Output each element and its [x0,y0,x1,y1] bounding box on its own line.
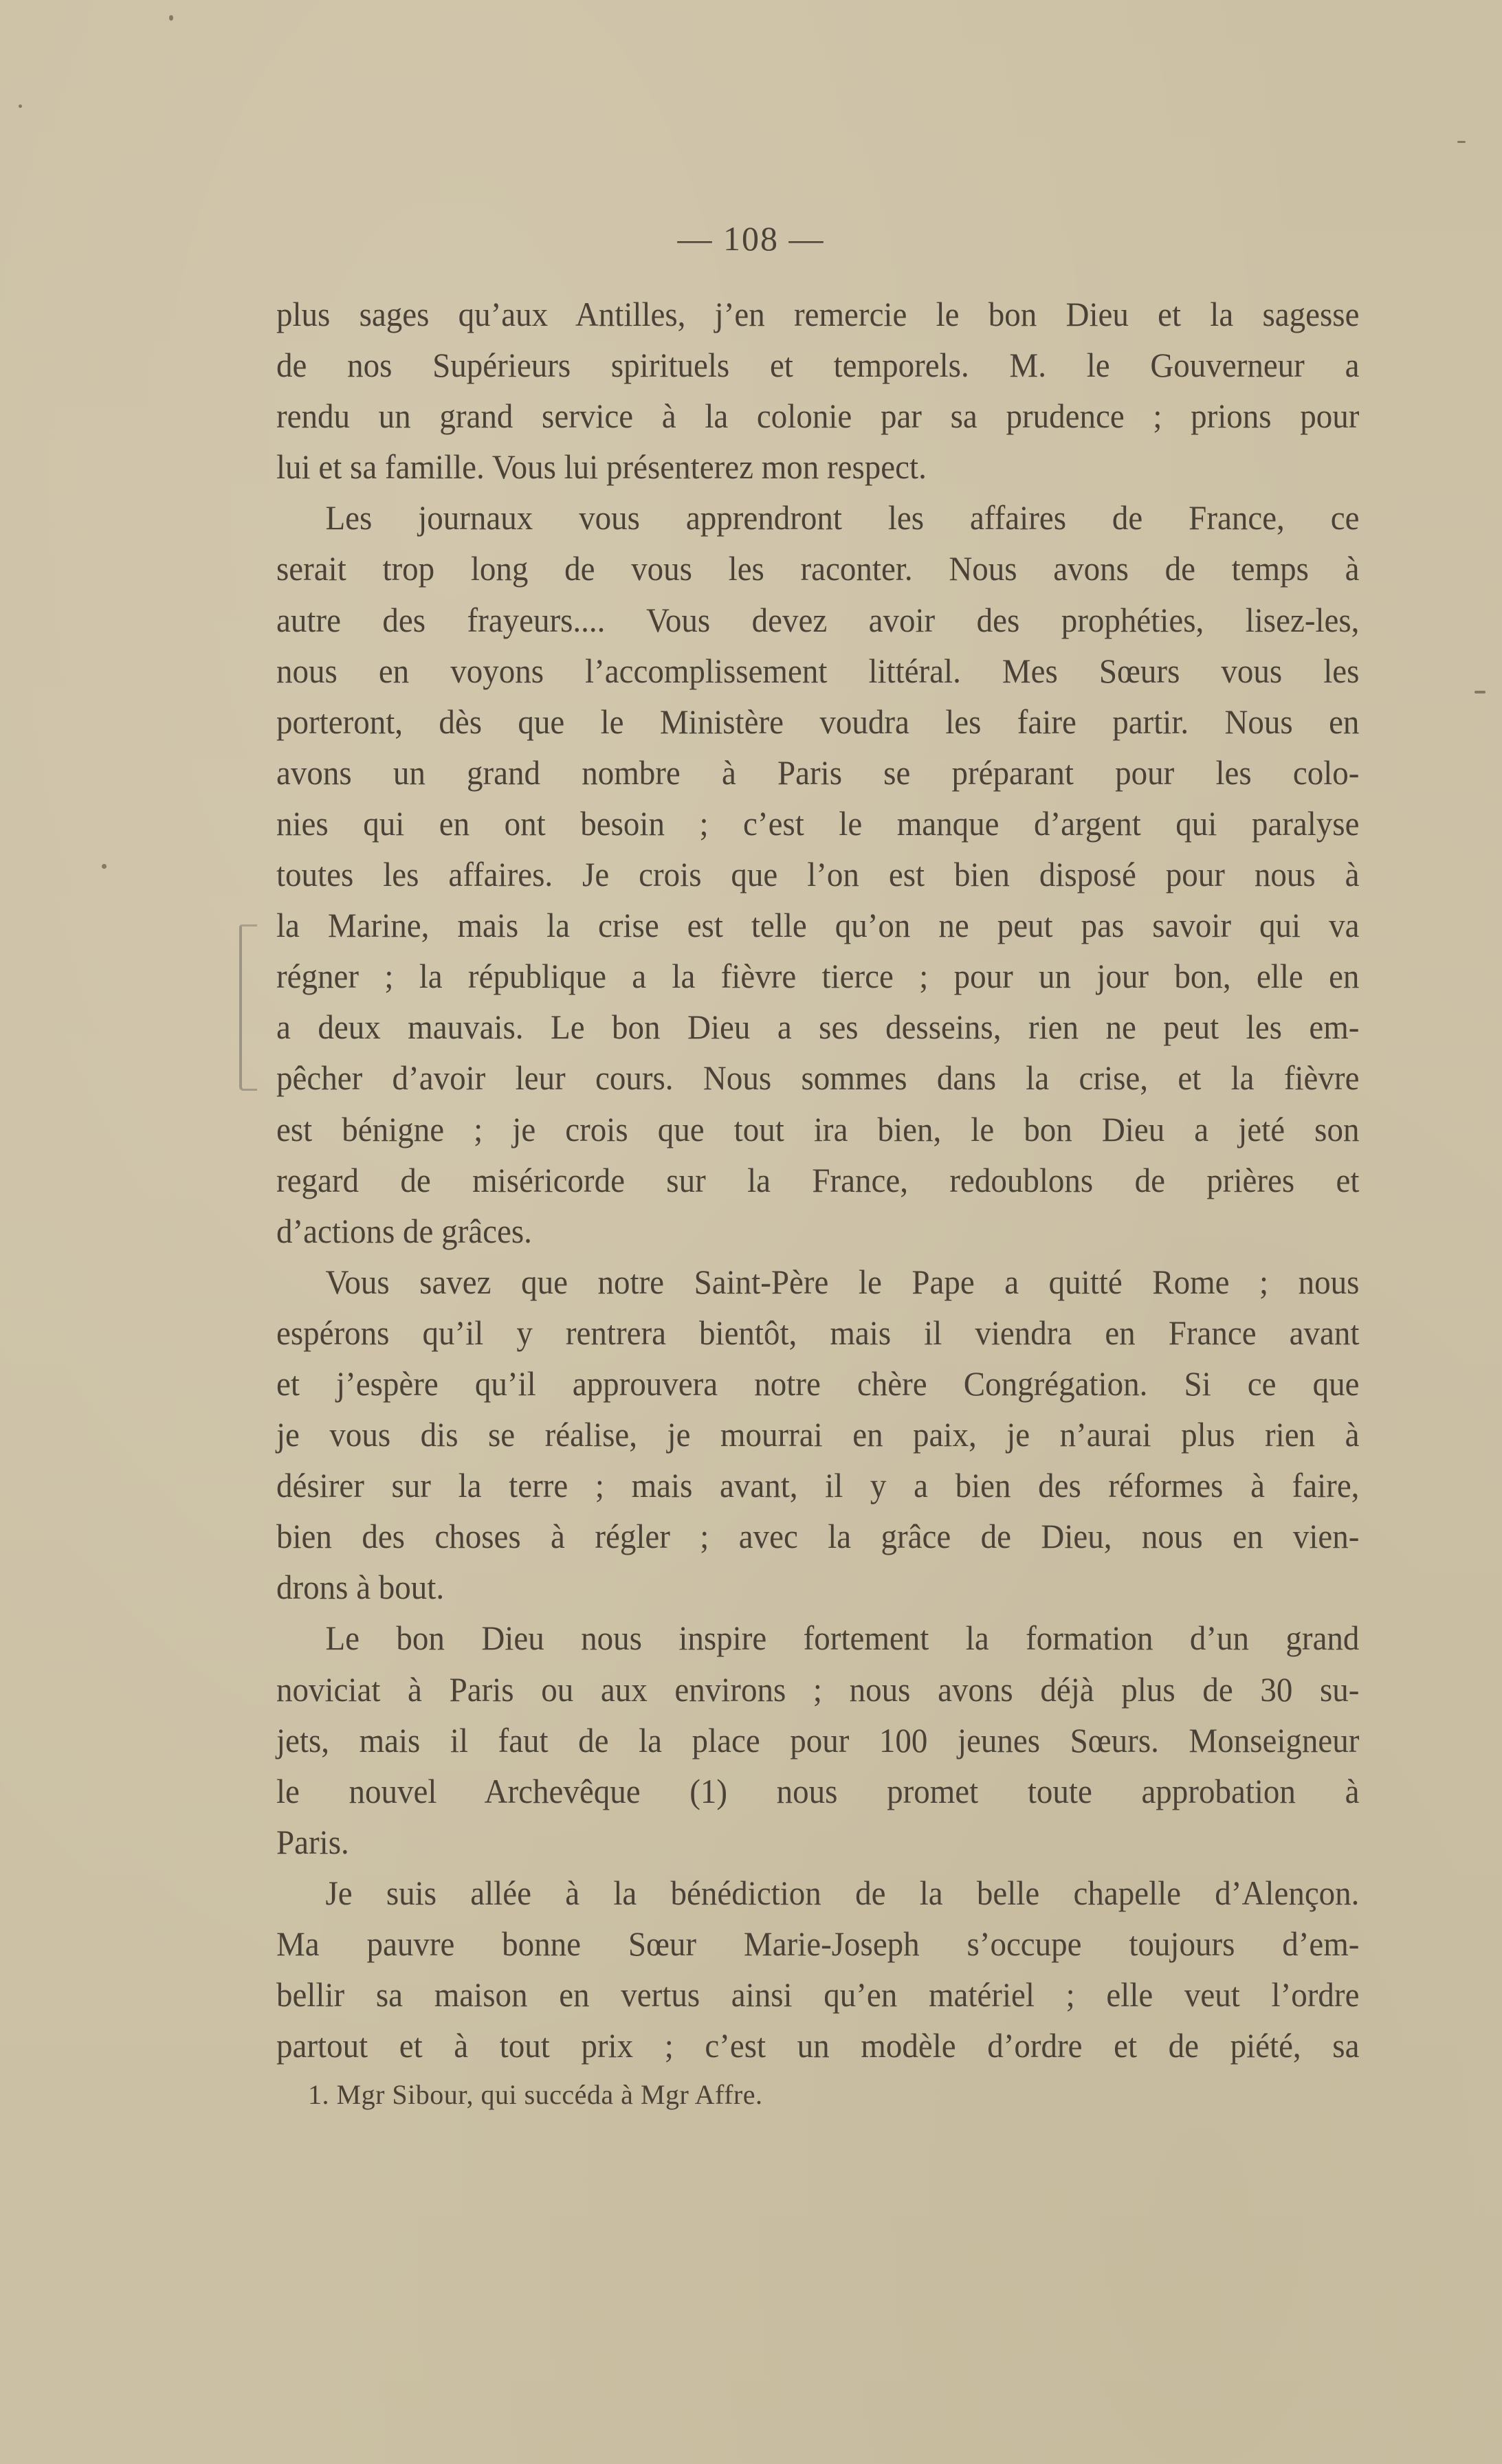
footnote: 1. Mgr Sibour, qui succéda à Mgr Affre. [308,2079,763,2110]
text-line: noviciat à Paris ou aux environs ; nous avons déjà plus de 30 su- [276,1669,1360,1709]
text-line: avons un grand nombre à Paris se préparant pour les colo- [276,753,1360,792]
text-line: toutes les affaires. Je crois que l’on est bien disposé pour nous à [276,855,1360,894]
text-line: nous en voyons l’accomplissement littéral. Mes Sœurs vous les [276,651,1360,690]
text-line: Les journaux vous apprendront les affaires de France, ce [325,498,1360,537]
text-line: plus sages qu’aux Antilles, j’en remercie le bon Dieu et la sagesse [276,295,1360,333]
text-line: a deux mauvais. Le bon Dieu a ses desseins, rien ne peut les em- [276,1008,1360,1047]
text-line: partout et à tout prix ; c’est un modèle d’ordre et de piété, sa [276,2026,1360,2065]
text-line: espérons qu’il y rentrera bientôt, mais il viendra en France avant [276,1313,1360,1352]
pencil-margin-bracket [239,924,257,1091]
paper-speck [102,864,107,869]
text-line: drons à bout. [276,1568,445,1607]
text-line: serait trop long de vous les raconter. Nous avons de temps à [276,549,1360,588]
text-line: bellir sa maison en vertus ainsi qu’en matériel ; elle veut l’ordre [276,1975,1360,2015]
text-line: rendu un grand service à la colonie par sa prudence ; prions pour [276,397,1360,436]
text-line: la Marine, mais la crise est telle qu’on ne peut pas savoir qui va [276,906,1360,945]
text-line: est bénigne ; je crois que tout ira bien, le bon Dieu a jeté son [276,1109,1360,1148]
text-line: porteront, dès que le Ministère voudra les faire partir. Nous en [276,702,1360,741]
paper-speck [169,15,173,21]
text-line: pêcher d’avoir leur cours. Nous sommes dans la crise, et la fièvre [276,1058,1360,1098]
text-line: regard de miséricorde sur la France, redoublons de prières et [276,1160,1360,1199]
text-line: jets, mais il faut de la place pour 100 jeunes Sœurs. Monseigneur [276,1720,1360,1760]
text-line: d’actions de grâces. [276,1211,532,1250]
text-line: régner ; la république a la fièvre tierce ; pour un jour bon, elle en [276,957,1360,996]
text-line: nies qui en ont besoin ; c’est le manque d’argent qui paralyse [276,803,1360,843]
paper-speck [1475,691,1486,693]
page-number: — 108 — [677,219,825,258]
text-line: Je suis allée à la bénédiction de la belle chapelle d’Alençon. [325,1873,1360,1912]
text-line: bien des choses à régler ; avec la grâce de Dieu, nous en vien- [276,1517,1360,1556]
body-text [276,289,1359,2071]
text-line: Vous savez que notre Saint-Père le Pape a quitté Rome ; nous [325,1262,1360,1301]
text-line: Ma pauvre bonne Sœur Marie-Joseph s’occupe toujours d’em- [276,1924,1360,1963]
text-line: le nouvel Archevêque (1) nous promet toute approbation à [276,1771,1360,1810]
text-line: autre des frayeurs.... Vous devez avoir des prophéties, lisez-les, [276,600,1360,639]
text-line: Paris. [276,1822,349,1861]
text-line: désirer sur la terre ; mais avant, il y a bien des réformes à faire, [276,1466,1360,1505]
text-line: et j’espère qu’il approuvera notre chère Congrégation. Si ce que [276,1364,1360,1403]
text-line: de nos Supérieurs spirituels et temporels. M. le Gouverneur a [276,346,1360,385]
paper-speck [19,104,22,108]
text-line: lui et sa famille. Vous lui présenterez mon respect. [276,447,927,487]
text-line: je vous dis se réalise, je mourrai en paix, je n’aurai plus rien à [276,1415,1360,1454]
paper-speck [1457,141,1466,143]
text-line: Le bon Dieu nous inspire fortement la formation d’un grand [325,1619,1360,1658]
